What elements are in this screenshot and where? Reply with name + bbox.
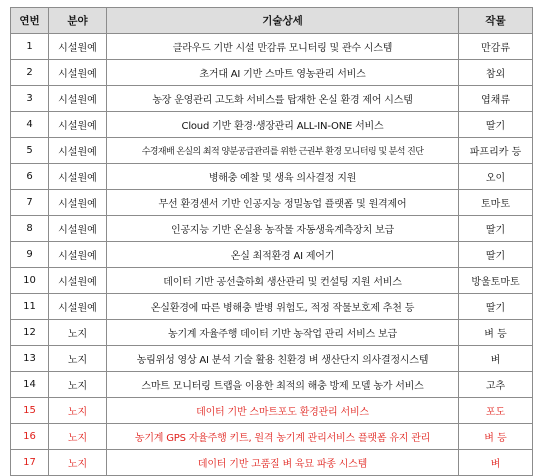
cell-field: 노지 bbox=[49, 398, 107, 424]
table-row bbox=[11, 86, 533, 112]
cell-detail: 온실환경에 따른 병해충 발병 위험도, 적정 작물보호제 추천 등 bbox=[107, 294, 459, 320]
cell-field: 노지 bbox=[49, 320, 107, 346]
cell-field: 시설원예 bbox=[49, 60, 107, 86]
cell-detail: 온실 최적환경 AI 제어기 bbox=[107, 242, 459, 268]
cell-no: 16 bbox=[11, 424, 49, 450]
cell-no: 15 bbox=[11, 398, 49, 424]
cell-crop: 오이 bbox=[459, 164, 533, 190]
table-row bbox=[11, 138, 533, 164]
cell-crop: 딸기 bbox=[459, 294, 533, 320]
cell-crop: 참외 bbox=[459, 60, 533, 86]
table-row bbox=[11, 190, 533, 216]
cell-field: 노지 bbox=[49, 424, 107, 450]
table-row bbox=[11, 112, 533, 138]
cell-field: 시설원예 bbox=[49, 294, 107, 320]
table-row-highlighted bbox=[11, 424, 533, 450]
header-detail: 기술상세 bbox=[107, 8, 459, 34]
table-row bbox=[11, 346, 533, 372]
cell-detail: 데이터 기반 고품질 벼 육묘 파종 시스템 bbox=[107, 450, 459, 476]
cell-crop: 딸기 bbox=[459, 216, 533, 242]
cell-field: 시설원예 bbox=[49, 216, 107, 242]
table-row bbox=[11, 242, 533, 268]
table-row bbox=[11, 60, 533, 86]
cell-detail: 병해충 예찰 및 생육 의사결정 지원 bbox=[107, 164, 459, 190]
cell-detail: 데이터 기반 스마트포도 환경관리 서비스 bbox=[107, 398, 459, 424]
cell-no: 9 bbox=[11, 242, 49, 268]
cell-detail: 초거대 AI 기반 스마트 영농관리 서비스 bbox=[107, 60, 459, 86]
table-row bbox=[11, 216, 533, 242]
header-field: 분야 bbox=[49, 8, 107, 34]
table-row-highlighted bbox=[11, 398, 533, 424]
cell-no: 2 bbox=[11, 60, 49, 86]
header-crop: 작물 bbox=[459, 8, 533, 34]
cell-detail: 인공지능 기반 온실용 농작물 자동생육계측장치 보급 bbox=[107, 216, 459, 242]
cell-crop: 포도 bbox=[459, 398, 533, 424]
cell-crop: 토마토 bbox=[459, 190, 533, 216]
cell-no: 7 bbox=[11, 190, 49, 216]
cell-no: 13 bbox=[11, 346, 49, 372]
table-row bbox=[11, 294, 533, 320]
table-row bbox=[11, 34, 533, 60]
cell-no: 5 bbox=[11, 138, 49, 164]
cell-field: 시설원예 bbox=[49, 268, 107, 294]
cell-detail: 농기계 자율주행 데이터 기반 농작업 관리 서비스 보급 bbox=[107, 320, 459, 346]
table-row-highlighted bbox=[11, 450, 533, 476]
cell-no: 1 bbox=[11, 34, 49, 60]
cell-crop: 딸기 bbox=[459, 242, 533, 268]
cell-detail: 수경재배 온실의 최적 양분공급관리를 위한 근권부 환경 모니터링 및 분석 진단 bbox=[107, 138, 459, 164]
header-row bbox=[11, 8, 533, 34]
cell-field: 시설원예 bbox=[49, 242, 107, 268]
cell-no: 6 bbox=[11, 164, 49, 190]
cell-detail: 농림위성 영상 AI 분석 기술 활용 친환경 벼 생산단지 의사결정시스템 bbox=[107, 346, 459, 372]
cell-field: 노지 bbox=[49, 346, 107, 372]
cell-no: 4 bbox=[11, 112, 49, 138]
cell-field: 시설원예 bbox=[49, 34, 107, 60]
cell-detail: 스마트 모니터링 트랩을 이용한 최적의 해충 방제 모델 농가 서비스 bbox=[107, 372, 459, 398]
cell-no: 8 bbox=[11, 216, 49, 242]
table-row bbox=[11, 320, 533, 346]
cell-no: 12 bbox=[11, 320, 49, 346]
cell-detail: 클라우드 기반 시설 만감류 모니터링 및 관수 시스템 bbox=[107, 34, 459, 60]
cell-field: 시설원예 bbox=[49, 138, 107, 164]
header-no: 연번 bbox=[11, 8, 49, 34]
cell-field: 노지 bbox=[49, 372, 107, 398]
table-row bbox=[11, 372, 533, 398]
cell-crop: 고추 bbox=[459, 372, 533, 398]
cell-crop: 벼 bbox=[459, 346, 533, 372]
cell-crop: 파프리카 등 bbox=[459, 138, 533, 164]
cell-field: 시설원예 bbox=[49, 190, 107, 216]
cell-no: 17 bbox=[11, 450, 49, 476]
cell-detail: 농기계 GPS 자율주행 키트, 원격 농기계 관리서비스 플랫폼 유지 관리 bbox=[107, 424, 459, 450]
cell-no: 11 bbox=[11, 294, 49, 320]
cell-field: 노지 bbox=[49, 450, 107, 476]
cell-field: 시설원예 bbox=[49, 112, 107, 138]
cell-crop: 엽채류 bbox=[459, 86, 533, 112]
cell-crop: 딸기 bbox=[459, 112, 533, 138]
cell-detail: 데이터 기반 공선출하회 생산관리 및 컨설팅 지원 서비스 bbox=[107, 268, 459, 294]
cell-no: 14 bbox=[11, 372, 49, 398]
cell-crop: 벼 bbox=[459, 450, 533, 476]
tech-detail-table bbox=[10, 7, 533, 476]
tech-table-wrapper bbox=[10, 7, 533, 476]
cell-no: 10 bbox=[11, 268, 49, 294]
cell-crop: 벼 등 bbox=[459, 320, 533, 346]
cell-crop: 만감류 bbox=[459, 34, 533, 60]
cell-detail: Cloud 기반 환경·생장관리 ALL-IN-ONE 서비스 bbox=[107, 112, 459, 138]
cell-field: 시설원예 bbox=[49, 86, 107, 112]
table-row bbox=[11, 268, 533, 294]
cell-no: 3 bbox=[11, 86, 49, 112]
cell-crop: 벼 등 bbox=[459, 424, 533, 450]
cell-field: 시설원예 bbox=[49, 164, 107, 190]
cell-crop: 방울토마토 bbox=[459, 268, 533, 294]
table-row bbox=[11, 164, 533, 190]
cell-detail: 무선 환경센서 기반 인공지능 정밀농업 플랫폼 및 원격제어 bbox=[107, 190, 459, 216]
cell-detail: 농장 운영관리 고도화 서비스를 탑재한 온실 환경 제어 시스템 bbox=[107, 86, 459, 112]
